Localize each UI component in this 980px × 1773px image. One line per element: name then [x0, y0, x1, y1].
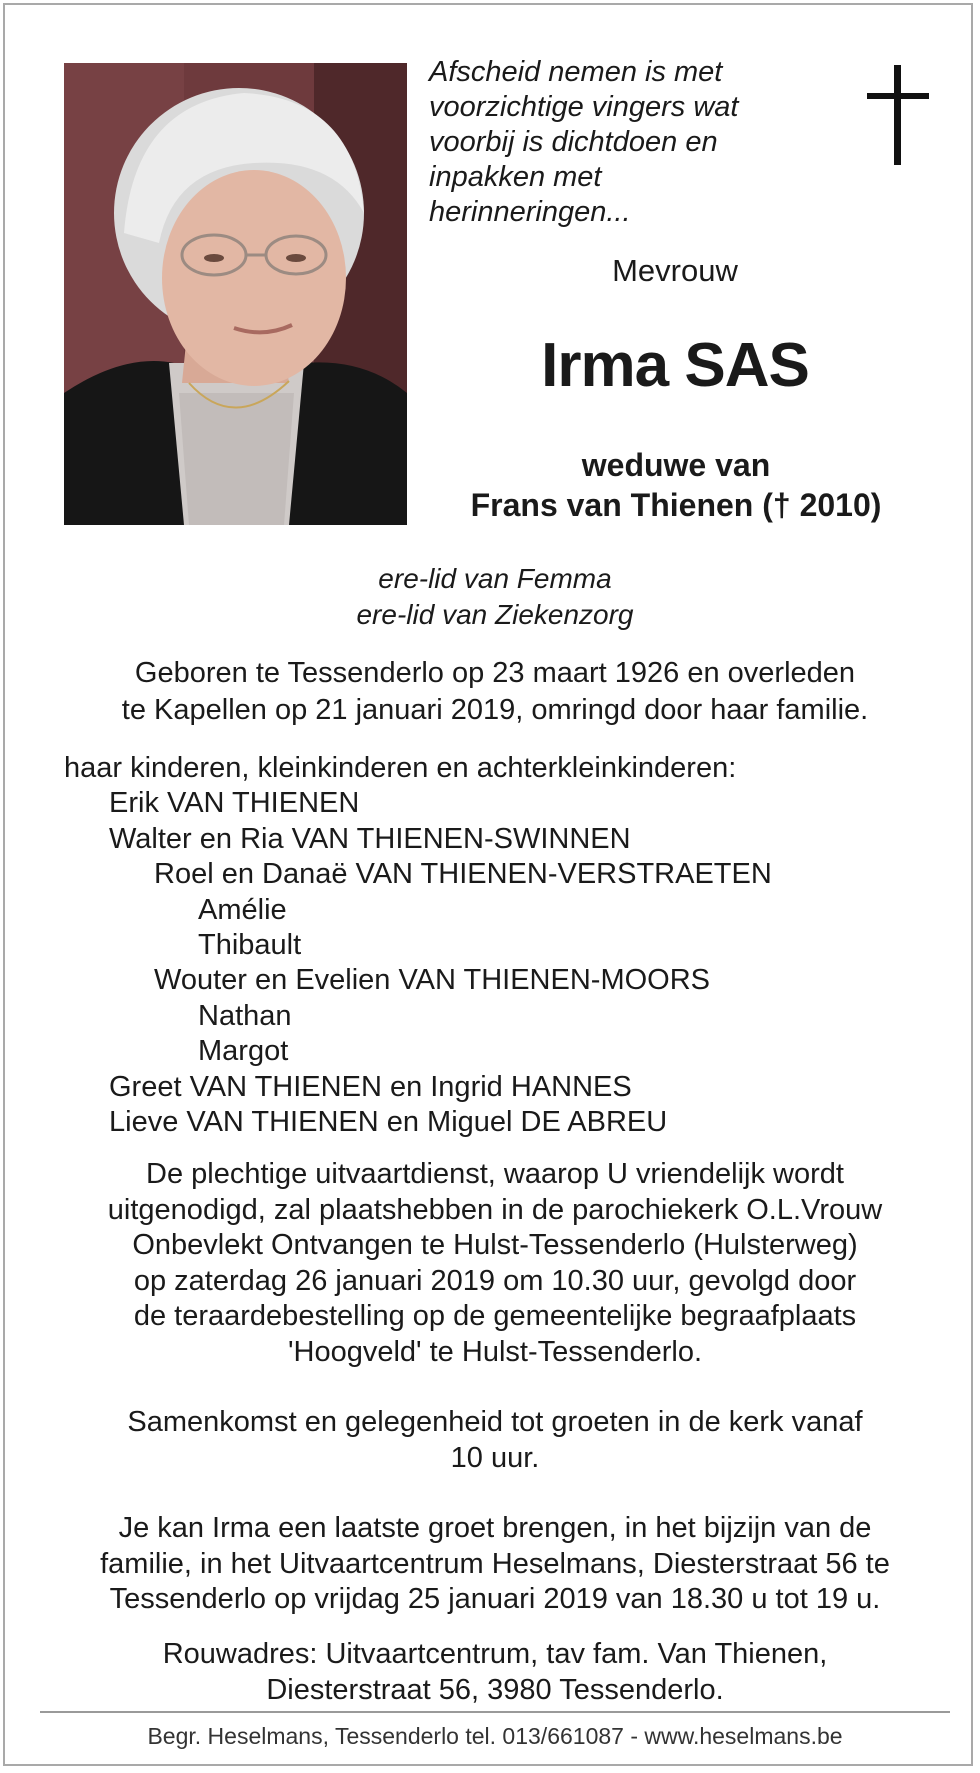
- portrait-photo: [64, 63, 407, 525]
- honor-item: ere-lid van Femma: [378, 563, 612, 594]
- family-member: Amélie: [198, 893, 287, 926]
- spouse-line: weduwe van: [581, 447, 771, 483]
- spouse-name: Frans van Thienen († 2010): [470, 487, 882, 523]
- condolence-address: [5, 1637, 980, 1708]
- family-intro: haar kinderen, kleinkinderen en achterkleinkinderen:: [64, 752, 737, 784]
- family-member: Wouter en Evelien VAN THIENEN-MOORS: [154, 964, 710, 997]
- address-line: Diesterstraat 56, 3980 Tessenderlo.: [266, 1673, 724, 1706]
- meeting-line: Samenkomst en gelegenheid tot groeten in de kerk vanaf: [127, 1406, 863, 1438]
- honor-item: ere-lid van Ziekenzorg: [356, 599, 634, 630]
- visitation-info: [5, 1511, 980, 1618]
- birth-line: te Kapellen op 21 januari 2019, omringd door haar familie.: [121, 694, 869, 726]
- spouse-info: [425, 445, 927, 525]
- family-member: Lieve VAN THIENEN en Miguel DE ABREU: [109, 1106, 668, 1139]
- birth-death-info: [5, 655, 980, 729]
- service-line: Onbevlekt Ontvangen te Hulst-Tessenderlo (Hulsterweg): [132, 1229, 858, 1261]
- service-line: De plechtige uitvaartdienst, waarop U vriendelijk wordt: [146, 1158, 844, 1190]
- family-member: Margot: [198, 1035, 289, 1068]
- service-line: op zaterdag 26 januari 2019 om 10.30 uur, gevolgd door: [133, 1264, 857, 1297]
- meeting-line: 10 uur.: [450, 1441, 540, 1474]
- honors: [5, 561, 980, 633]
- service-line: de teraardebestelling op de gemeentelijke begraafplaats: [133, 1300, 857, 1332]
- service-line: 'Hoogveld' te Hulst-Tessenderlo.: [287, 1335, 703, 1368]
- address-line: Rouwadres: Uitvaartcentrum, tav fam. Van Thienen,: [162, 1638, 828, 1670]
- birth-line: Geboren te Tessenderlo op 23 maart 1926 en overleden: [134, 657, 856, 689]
- family-member: Thibault: [198, 929, 302, 962]
- family-member: Roel en Danaë VAN THIENEN-VERSTRAETEN: [154, 858, 772, 891]
- visit-line: Tessenderlo op vrijdag 25 januari 2019 van 18.30 u tot 19 u.: [109, 1583, 881, 1615]
- service-line: uitgenodigd, zal plaatshebben in de parochiekerk O.L.Vrouw: [107, 1193, 883, 1226]
- poem-line: Afscheid nemen is met: [429, 56, 723, 88]
- poem-quote: [429, 55, 769, 230]
- meeting-info: [5, 1405, 980, 1476]
- poem-line: voorzichtige vingers wat: [429, 91, 739, 123]
- family-member: Nathan: [198, 999, 292, 1032]
- honorific-title: Mevrouw: [612, 253, 738, 288]
- poem-line: voorbij is dichtdoen en: [429, 126, 718, 158]
- cross-icon: [867, 65, 929, 165]
- visit-line: Je kan Irma een laatste groet brengen, in het bijzijn van de: [118, 1512, 872, 1544]
- family-list: [64, 751, 772, 1140]
- family-member: Erik VAN THIENEN: [109, 787, 360, 820]
- deceased-name: Irma SAS: [541, 331, 809, 400]
- poem-line: inpakken met: [429, 161, 602, 193]
- family-member: Greet VAN THIENEN en Ingrid HANNES: [109, 1070, 632, 1103]
- funeral-home-footer: Begr. Heselmans, Tessenderlo tel. 013/661087 - www.heselmans.be: [147, 1723, 843, 1749]
- poem-line: herinneringen...: [429, 196, 631, 228]
- family-member: Walter en Ria VAN THIENEN-SWINNEN: [109, 822, 631, 855]
- visit-line: familie, in het Uitvaartcentrum Heselmans, Diesterstraat 56 te: [100, 1547, 890, 1580]
- divider: [40, 1711, 950, 1713]
- obituary-card: [3, 3, 973, 1766]
- funeral-service-info: [5, 1157, 980, 1370]
